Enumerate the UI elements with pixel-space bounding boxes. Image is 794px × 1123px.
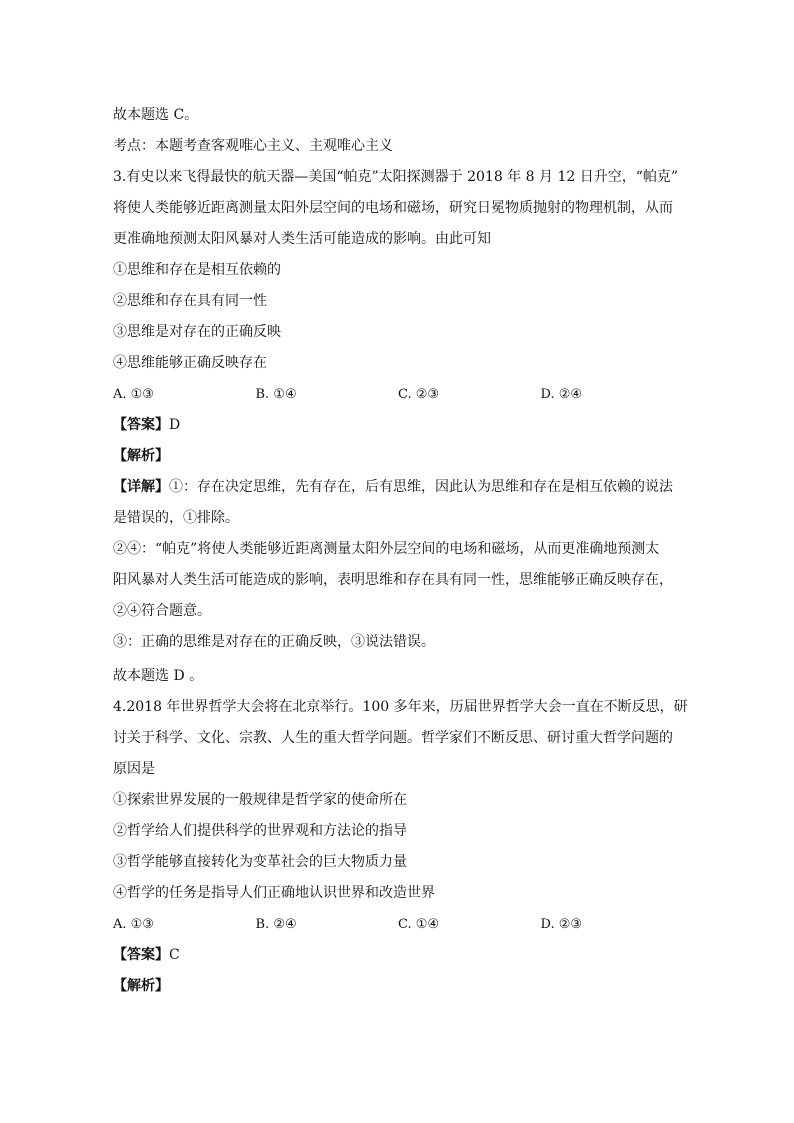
q3-stem-line: 将使人类能够近距离测量太阳外层空间的电场和磁场，研究日冕物质抛射的物理机制，从而 xyxy=(113,200,673,216)
q4-item: ②哲学给人们提供科学的世界观和方法论的指导 xyxy=(113,823,407,839)
q4-item: ①探索世界发展的一般规律是哲学家的使命所在 xyxy=(113,792,407,808)
q4-option-c: C. ①④ xyxy=(398,917,440,932)
q4-analysis-label: 【解析】 xyxy=(113,978,169,994)
q4-answer-value: C xyxy=(169,947,180,963)
q3-detail-text: ①：存在决定思维，先有存在，后有思维，因此认为思维和存在是相互依赖的说法 xyxy=(169,479,673,495)
q4-stem-line: 4.2018 年世界哲学大会将在北京举行。100 多年来，历届世界哲学大会一直在不断反思，研 xyxy=(113,699,688,715)
q3-detail-line: ②④：“帕克”将使人类能够近距离测量太阳外层空间的电场和磁场，从而更准确地预测太 xyxy=(113,541,660,557)
q3-detail-line: ③：正确的思维是对存在的正确反映，③说法错误。 xyxy=(113,634,435,650)
q3-answer-value: D xyxy=(169,417,181,433)
q4-answer-label: 【答案】 xyxy=(113,947,169,963)
q3-option-d: D. ②④ xyxy=(540,387,583,402)
q4-option-d: D. ②③ xyxy=(540,917,583,932)
question-3 xyxy=(113,162,683,692)
q4-stem-line: 原因是 xyxy=(113,761,155,777)
q3-item: ②思维和存在具有同一性 xyxy=(113,293,267,309)
q3-item: ①思维和存在是相互依赖的 xyxy=(113,262,281,278)
q4-stem-line: 讨关于科学、文化、宗教、人生的重大哲学问题。哲学家们不断反思、研讨重大哲学问题的 xyxy=(113,730,673,746)
q3-detail-line: 故本题选 D 。 xyxy=(113,668,204,684)
q4-answer xyxy=(113,940,683,971)
q2-answer-line: 故本题选 C。 xyxy=(113,107,199,123)
q4-options xyxy=(113,909,683,940)
q3-option-b: B. ①④ xyxy=(255,387,297,402)
q3-option-c: C. ②③ xyxy=(398,387,440,402)
q3-detail-line xyxy=(113,472,683,503)
q3-answer-label: 【答案】 xyxy=(113,417,169,433)
q3-options xyxy=(113,379,683,410)
q3-item: ④思维能够正确反映存在 xyxy=(113,355,267,371)
q4-option-b: B. ②④ xyxy=(255,917,297,932)
q3-detail-line: 阳风暴对人类生活可能造成的影响，表明思维和存在具有同一性，思维能够正确反映存在， xyxy=(113,572,673,588)
q3-analysis-label: 【解析】 xyxy=(113,448,169,464)
document-page xyxy=(113,100,688,1002)
q3-detail-line: ②④符合题意。 xyxy=(113,603,211,619)
q3-item: ③思维是对存在的正确反映 xyxy=(113,324,281,340)
q4-item: ③哲学能够直接转化为变革社会的巨大物质力量 xyxy=(113,854,407,870)
q3-option-a: A. ①③ xyxy=(113,387,154,402)
q3-detail-line: 是错误的，①排除。 xyxy=(113,510,239,526)
q3-detail-label: 【详解】 xyxy=(113,479,169,495)
q3-answer xyxy=(113,410,683,441)
q3-stem-line: 3.有史以来飞得最快的航天器—美国“帕克”太阳探测器于 2018 年 8 月 12 日升空，“帕克” xyxy=(113,169,679,185)
q3-stem-line: 更准确地预测太阳风暴对人类生活可能造成的影响。由此可知 xyxy=(113,231,491,247)
q4-item: ④哲学的任务是指导人们正确地认识世界和改造世界 xyxy=(113,885,435,901)
q4-option-a: A. ①③ xyxy=(113,917,154,932)
q2-kaodian: 考点：本题考查客观唯心主义、主观唯心主义 xyxy=(113,138,393,154)
question-4 xyxy=(113,692,688,1002)
